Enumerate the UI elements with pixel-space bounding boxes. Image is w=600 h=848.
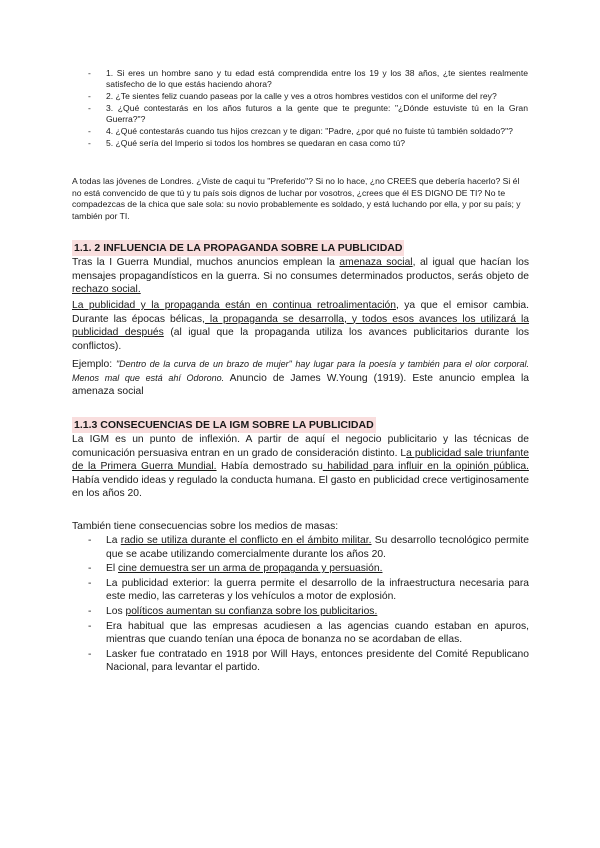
list-item: - La publicidad exterior: la guerra permite el desarrollo de la infraestructura necesaria para este medio, las carreteras y los vehículos a motor de explosión. (88, 577, 529, 603)
list-item: - 3. ¿Qué contestarás en los años futuros a la gente que te pregunte: "¿Dónde estuviste tú en la Gran Guerra?"? (88, 103, 528, 124)
bullet-dash: - (88, 91, 91, 101)
list-item: - 4. ¿Qué contestarás cuando tus hijos crezcan y te digan: "Padre, ¿por qué no fuiste tú también soldado?"? (88, 126, 513, 136)
paragraph: La IGM es un punto de inflexión. A partir de aquí el negocio publicitario y las técnicas de comunicación persuasiva entran en un grado de consideración distinto. La publicidad sale triunfante de la Primera Guerra Mundial. Había demostrado su habilidad para influir en la opinión pública. Había vendido ideas y regulado la conducta humana. El gasto en publicidad crece vertiginosamente en los años 20. (72, 434, 529, 500)
list-item: - 1. Si eres un hombre sano y tu edad está comprendida entre los 19 y los 38 años, ¿te sientes realmente satisfecho de lo que estás haciendo ahora? (88, 68, 528, 89)
list-item: - 2. ¿Te sientes feliz cuando paseas por la calle y ves a otros hombres vestidos con el uniforme del rey? (88, 91, 497, 101)
consequences-list (88, 534, 529, 676)
list-item: - Era habitual que las empresas acudiesen a las agencias cuando estaban en apuros, mientras que cuando tenían una época de bonanza no se acordaban de ellas. (88, 620, 529, 646)
list-item: - El cine demuestra ser un arma de propaganda y persuasión. (88, 563, 383, 575)
section-heading-propaganda: 1.1. 2 INFLUENCIA DE LA PROPAGANDA SOBRE LA PUBLICIDAD (74, 242, 403, 254)
section-heading-consequences: 1.1.3 CONSECUENCIAS DE LA IGM SOBRE LA PUBLICIDAD (74, 419, 374, 431)
bullet-dash: - (88, 103, 91, 113)
bullet-dash: - (88, 68, 91, 78)
ad-quote: "Dentro de la curva de un brazo de mujer" hay lugar para la poesía y también para el olor corporal. Menos mal que está ahí Odorono. (72, 359, 529, 383)
question-list (88, 68, 528, 150)
poster-quote: A todas las jóvenes de Londres. ¿Viste de caqui tu "Preferido"? Si no lo hace, ¿no CREES que debería hacerlo? Si él no está convencido de que tú y tu país sois dignos de luchar por vosotros, ¿crees que él ES DIGNO DE TI? No te compadezcas de la chica que sale sola: su novio probablemente es soldado, y está luchando por ella, y por su país; y también por TI. (72, 176, 521, 221)
list-item: - 5. ¿Qué sería del Imperio si todos los hombres se quedaran en casa como tú? (88, 138, 406, 148)
bullet-dash: - (88, 126, 91, 136)
paragraph: La publicidad y la propaganda están en continua retroalimentación, ya que el emisor cambia. Durante las épocas bélicas, la propaganda se desarrolla, y todos esos avances los utilizará la publicidad después (al igual que la propaganda utiliza los avances publicitarios durante los conflictos). (72, 300, 530, 352)
bullet-dash: - (88, 138, 91, 148)
list-item: - La radio se utiliza durante el conflicto en el ámbito militar. Su desarrollo tecnológico permite que se acabe utilizando comercialmente durante los años 20. (88, 535, 529, 560)
paragraph: También tiene consecuencias sobre los medios de masas: (72, 521, 339, 532)
paragraph: Tras la I Guerra Mundial, muchos anuncios emplean la amenaza social, al igual que hacían los mensajes propagandísticos en la guerra. Si no consumes determinados productos, serás objeto de rechazo social. (72, 257, 530, 296)
list-item: - Los políticos aumentan su confianza sobre los publicitarios. (88, 605, 378, 617)
list-item: - Lasker fue contratado en 1918 por Will Hays, entonces presidente del Comité Republicano Nacional, para levantar el partido. (88, 648, 529, 674)
paragraph-example: Ejemplo: "Dentro de la curva de un brazo de mujer" hay lugar para la poesía y también para el olor corporal. Menos mal que está ahí Odorono. Anuncio de James W.Young (1919). Este anuncio emplea la amenaza social (72, 359, 529, 398)
